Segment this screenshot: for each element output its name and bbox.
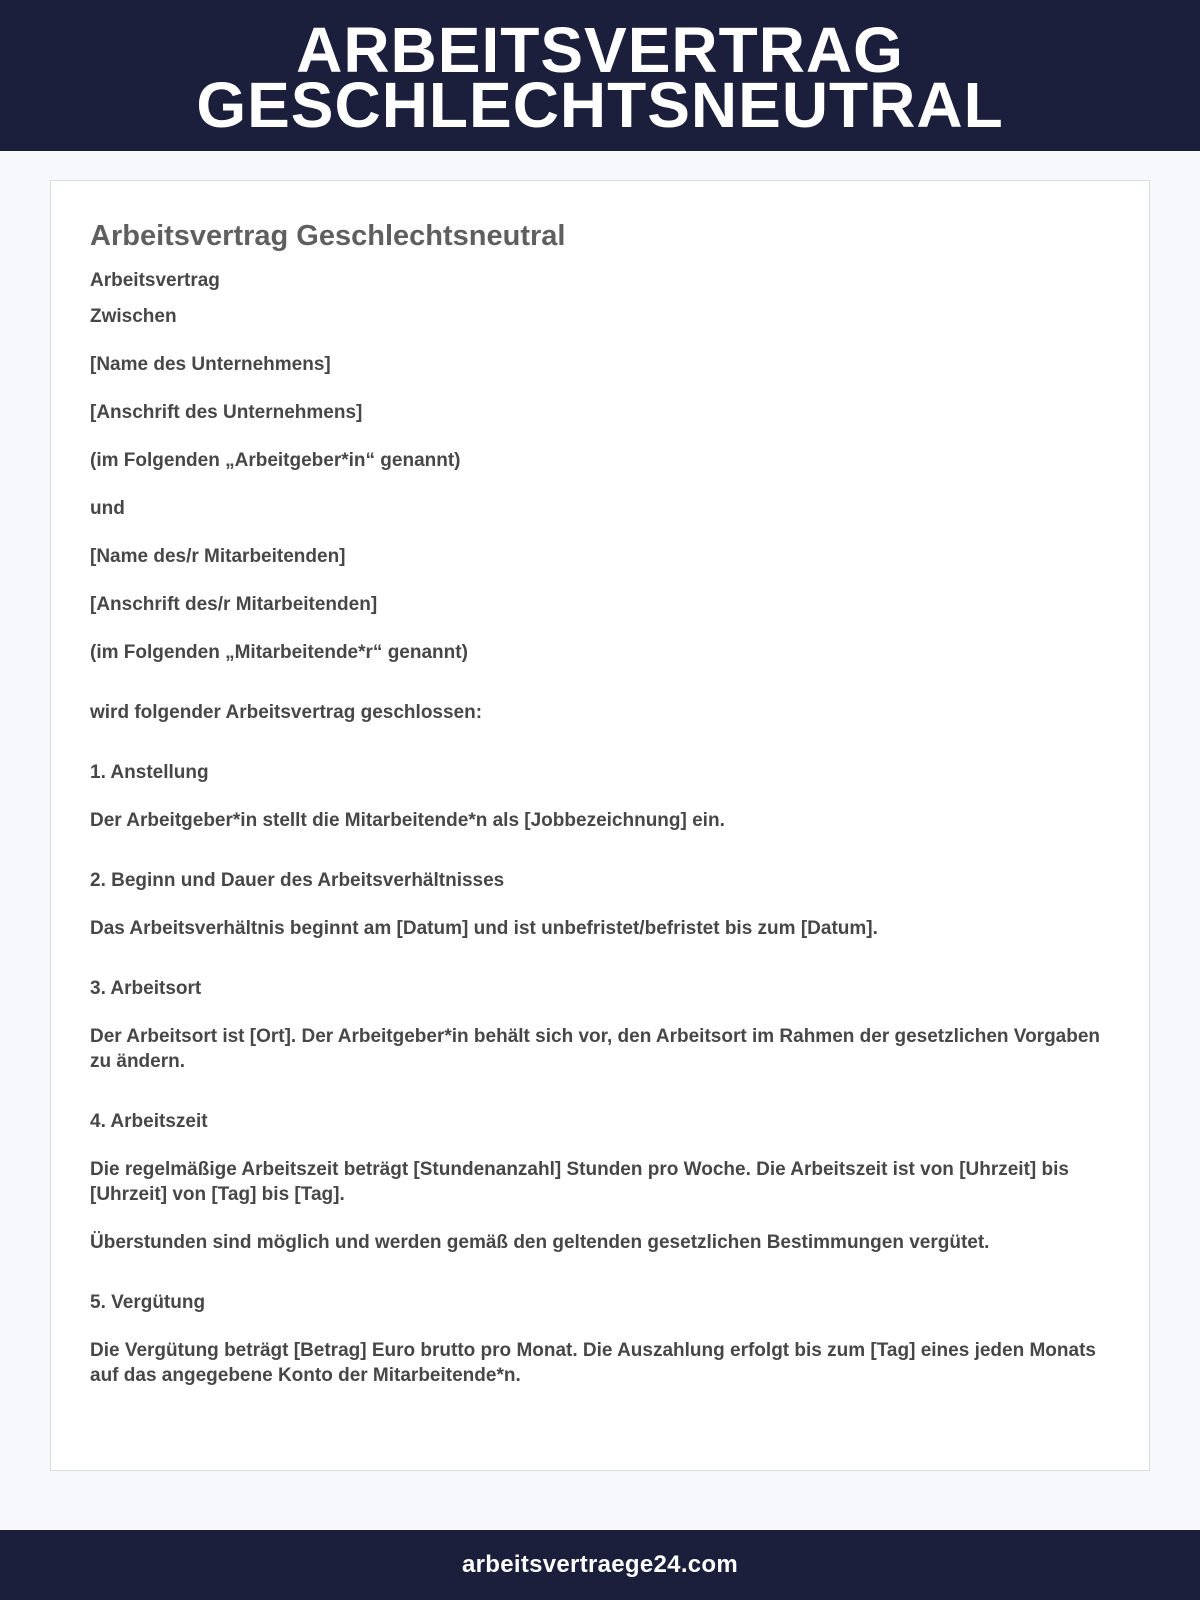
banner-title-line-1: ARBEITSVERTRAG xyxy=(296,13,904,86)
employer-designation: (im Folgenden „Arbeitgeber*in“ genannt) xyxy=(90,450,461,471)
section-heading: 1. Anstellung xyxy=(90,762,209,783)
section-paragraph: Das Arbeitsverhältnis beginnt am [Datum] und ist unbefristet/befristet bis zum [Datum]. xyxy=(90,918,878,939)
company-name-placeholder: [Name des Unternehmens] xyxy=(90,354,331,375)
section-5 xyxy=(90,1290,1110,1388)
employee-name-placeholder: [Name des/r Mitarbeitenden] xyxy=(90,546,346,567)
document-title: Arbeitsvertrag Geschlechtsneutral xyxy=(90,220,566,252)
banner-title-line-2: GESCHLECHTSNEUTRAL xyxy=(196,68,1004,141)
footer-site-link[interactable]: arbeitsvertraege24.com xyxy=(461,1551,739,1578)
and-text: und xyxy=(90,498,125,519)
page-banner xyxy=(0,0,1200,151)
contract-closing-text: wird folgender Arbeitsvertrag geschlossen: xyxy=(90,702,483,723)
company-address-placeholder: [Anschrift des Unternehmens] xyxy=(90,402,363,423)
section-paragraph: Der Arbeitgeber*in stellt die Mitarbeitende*n als [Jobbezeichnung] ein. xyxy=(90,810,725,831)
contract-heading: Arbeitsvertrag xyxy=(90,270,220,291)
section-paragraph: Die Vergütung beträgt [Betrag] Euro brutto pro Monat. Die Auszahlung erfolgt bis zum [Tag] eines jeden Monats auf das angegebene Konto der Mitarbeitende*n. xyxy=(90,1340,1096,1386)
section-heading: 5. Vergütung xyxy=(90,1292,206,1313)
section-3 xyxy=(90,976,1110,1074)
between-text: Zwischen xyxy=(90,306,177,327)
section-4 xyxy=(90,1109,1110,1255)
section-paragraph: Der Arbeitsort ist [Ort]. Der Arbeitgeber*in behält sich vor, den Arbeitsort im Rahmen der gesetzlichen Vorgaben zu ändern. xyxy=(90,1026,1101,1072)
employee-address-placeholder: [Anschrift des/r Mitarbeitenden] xyxy=(90,594,378,615)
section-2 xyxy=(90,868,1110,941)
document-card xyxy=(50,180,1150,1471)
section-heading: 2. Beginn und Dauer des Arbeitsverhältnisses xyxy=(90,870,505,891)
page-footer xyxy=(0,1530,1200,1600)
section-1 xyxy=(90,760,1110,833)
section-heading: 3. Arbeitsort xyxy=(90,978,202,999)
section-paragraph: Überstunden sind möglich und werden gemäß den geltenden gesetzlichen Bestimmungen vergütet. xyxy=(90,1232,990,1253)
section-paragraph: Die regelmäßige Arbeitszeit beträgt [Stundenanzahl] Stunden pro Woche. Die Arbeitszeit ist von [Uhrzeit] bis [Uhrzeit] von [Tag] bis [Tag]. xyxy=(90,1159,1069,1205)
section-heading: 4. Arbeitszeit xyxy=(90,1111,208,1132)
employee-designation: (im Folgenden „Mitarbeitende*r“ genannt) xyxy=(90,642,468,663)
